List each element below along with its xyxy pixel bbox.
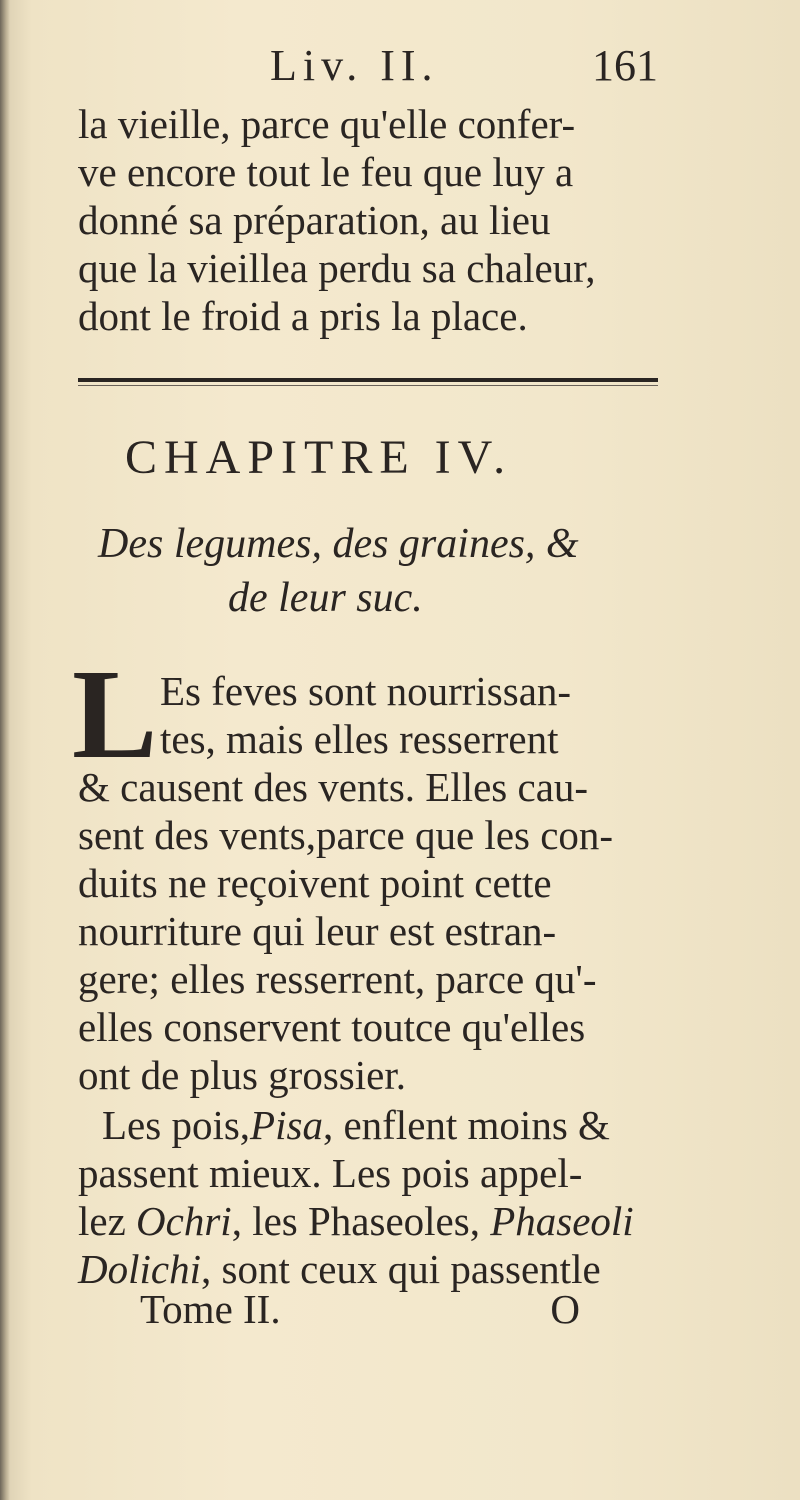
italic-term: Dolichi	[78, 1246, 201, 1292]
page-number: 161	[592, 41, 658, 90]
signature-mark: O	[550, 1286, 580, 1332]
text-line: dont le froid a pris la place.	[78, 293, 528, 339]
volume-label: Tome II.	[140, 1286, 281, 1332]
text-line: nourriture qui leur est estran-	[78, 908, 557, 954]
italic-term: Phaseoli	[490, 1198, 634, 1244]
text-line: & causent des vents. Elles cau-	[78, 764, 589, 810]
section-rule-thin	[78, 385, 658, 386]
text-line	[102, 1101, 692, 1149]
page-footer	[140, 1285, 580, 1339]
text-span: lez	[78, 1198, 137, 1244]
text-line: passent mieux. Les pois appel-	[78, 1150, 583, 1196]
text-span: , enflent moins &	[322, 1102, 610, 1148]
drop-cap: L	[72, 643, 158, 785]
text-line: ont de plus grossier.	[78, 1052, 406, 1098]
text-line: Es feves sont nourrissan-	[160, 668, 572, 714]
italic-term: Ochri	[136, 1198, 232, 1244]
text-line: donné sa préparation, au lieu	[78, 197, 551, 243]
text-line: elles conservent toutce qu'elles	[78, 1004, 586, 1050]
running-head: Liv. II.	[270, 41, 439, 90]
text-span: , sont ceux qui passentle	[200, 1246, 601, 1292]
text-line: que la vieillea perdu sa chaleur,	[78, 245, 596, 291]
page-header	[270, 40, 670, 100]
text-line: sent des vents,parce que les con-	[78, 812, 614, 858]
section-rule	[78, 378, 658, 382]
text-line: ve encore tout le feu que luy a	[78, 149, 574, 195]
text-span: Les pois,	[102, 1102, 251, 1148]
italic-term: Pisa	[250, 1102, 323, 1148]
text-line: gere; elles resserrent, parce qu'-	[78, 956, 597, 1002]
text-line: duits ne reçoivent point cette	[78, 860, 552, 906]
text-line	[78, 1197, 668, 1245]
text-line: la vieille, parce qu'elle confer-	[78, 101, 576, 147]
chapter-subtitle-line: de leur suc.	[228, 575, 423, 621]
text-line: tes, mais elles resserrent	[160, 716, 559, 762]
chapter-subtitle-line: Des legumes, des graines, &	[98, 521, 579, 567]
text-span: , les Phaseoles,	[231, 1198, 491, 1244]
chapter-title: CHAPITRE IV.	[125, 431, 513, 484]
